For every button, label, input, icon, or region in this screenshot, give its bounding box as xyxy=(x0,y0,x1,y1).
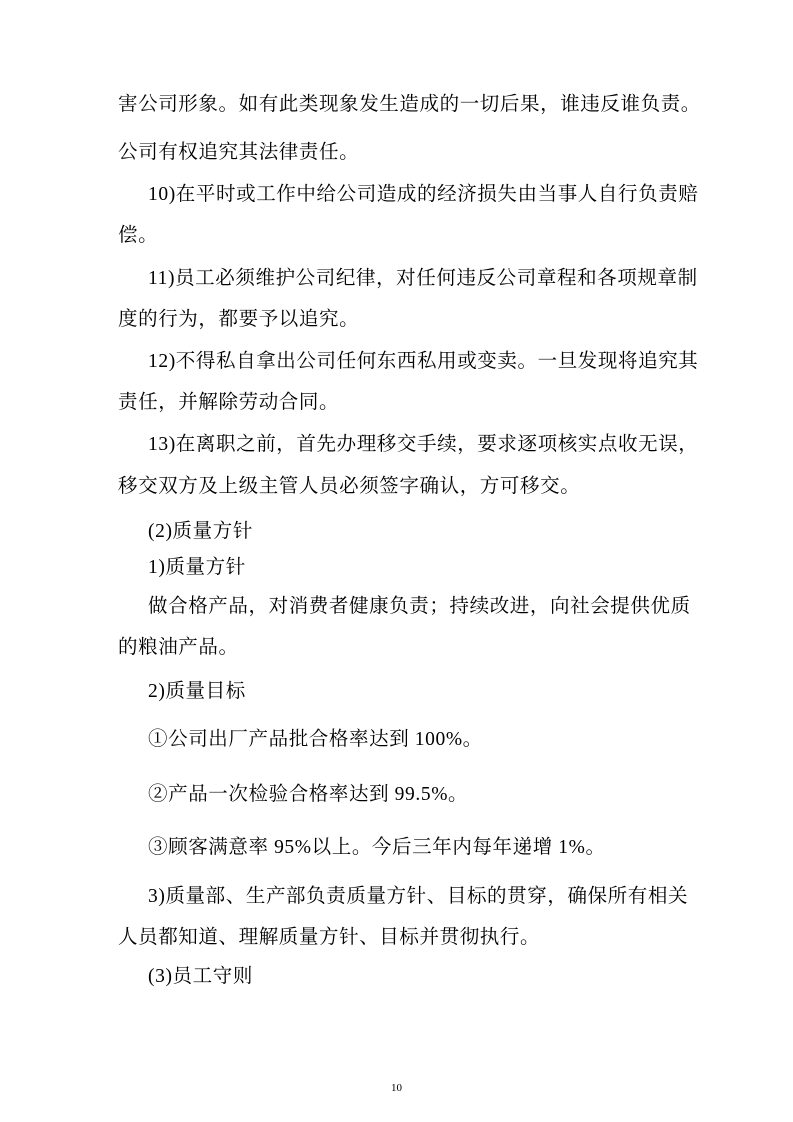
text-line: 13)在离职之前，首先办理移交手续，要求逐项核实点收无误， xyxy=(148,434,699,455)
text-line: 度的行为，都要予以追究。 xyxy=(118,309,360,330)
list-item: ➁产品一次检验合格率达到 99.5%。 xyxy=(148,784,469,805)
text-line: 的粮油产品。 xyxy=(118,637,239,658)
subsection-heading: 2)质量目标 xyxy=(148,681,246,702)
text-line: 偿。 xyxy=(118,225,159,246)
page-number: 10 xyxy=(391,1082,402,1094)
text-line: 公司有权追究其法律责任。 xyxy=(118,142,360,163)
text-line: 11)员工必须维护公司纪律，对任何违反公司章程和各项规章制 xyxy=(148,268,698,289)
text-line: 害公司形象。如有此类现象发生造成的一切后果，谁违反谁负责。 xyxy=(118,94,701,115)
list-item: ➂顾客满意率 95%以上。今后三年内每年递增 1%。 xyxy=(148,837,606,858)
list-item: ➀公司出厂产品批合格率达到 100%。 xyxy=(148,729,483,750)
text-line: 10)在平时或工作中给公司造成的经济损失由当事人自行负责赔 xyxy=(148,184,699,205)
text-line: 做合格产品，对消费者健康负责；持续改进，向社会提供优质 xyxy=(148,596,691,617)
subsection-heading: 1)质量方针 xyxy=(148,557,246,578)
text-line: 12)不得私自拿出公司任何东西私用或变卖。一旦发现将追究其 xyxy=(148,351,699,372)
section-heading: (3)员工守则 xyxy=(148,966,253,987)
text-line: 责任，并解除劳动合同。 xyxy=(118,392,340,413)
text-line: 人员都知道、理解质量方针、目标并贯彻执行。 xyxy=(118,927,541,948)
text-line: 3)质量部、生产部负责质量方针、目标的贯穿，确保所有相关 xyxy=(148,886,689,907)
section-heading: (2)质量方针 xyxy=(148,521,253,542)
text-line: 移交双方及上级主管人员必须签字确认，方可移交。 xyxy=(118,476,581,497)
